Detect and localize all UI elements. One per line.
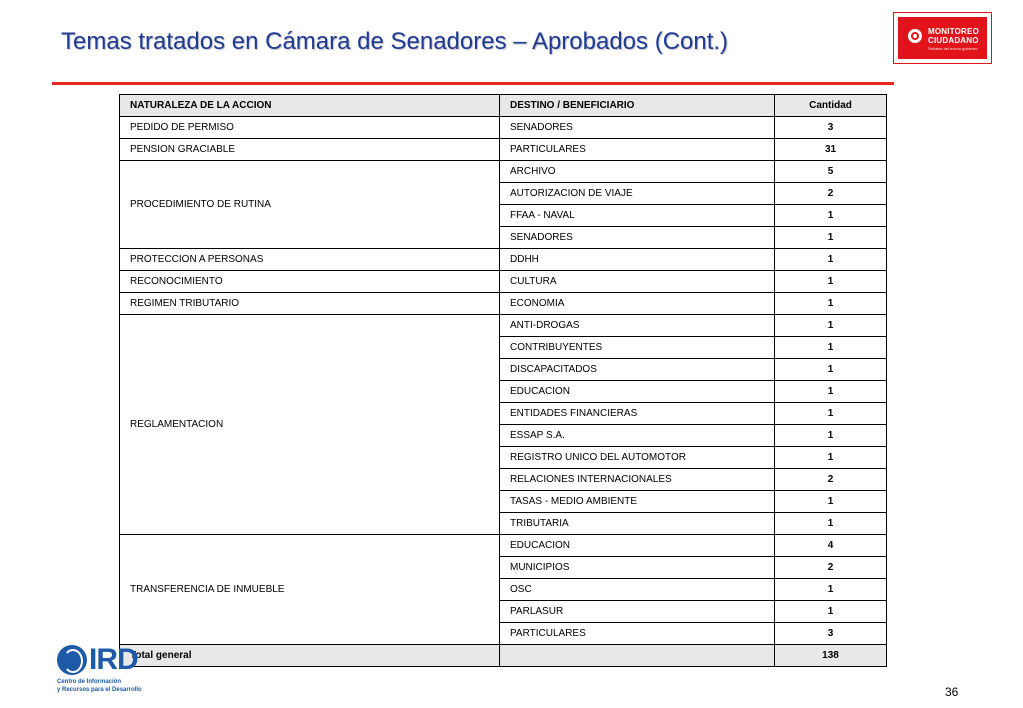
- table-row: [120, 249, 887, 271]
- logo-line-1: MONITOREO: [928, 27, 979, 36]
- cell-nature: TRANSFERENCIA DE INMUEBLE: [120, 535, 500, 645]
- cell-quantity: 1: [775, 579, 887, 601]
- total-empty-cell: [500, 645, 775, 667]
- cell-destination: REGISTRO UNICO DEL AUTOMOTOR: [500, 447, 775, 469]
- cell-destination: PARTICULARES: [500, 139, 775, 161]
- cell-destination: ECONOMIA: [500, 293, 775, 315]
- header-quantity: Cantidad: [775, 95, 887, 117]
- cell-destination: ENTIDADES FINANCIERAS: [500, 403, 775, 425]
- ird-logo-subtitle: [57, 678, 142, 694]
- table-row: [120, 161, 887, 183]
- cell-destination: PARTICULARES: [500, 623, 775, 645]
- cell-quantity: 1: [775, 271, 887, 293]
- table-row: [120, 139, 887, 161]
- cell-quantity: 1: [775, 601, 887, 623]
- total-quantity: 138: [775, 645, 887, 667]
- cell-destination: DISCAPACITADOS: [500, 359, 775, 381]
- cell-destination: CONTRIBUYENTES: [500, 337, 775, 359]
- cell-destination: CULTURA: [500, 271, 775, 293]
- cell-quantity: 3: [775, 117, 887, 139]
- cell-quantity: 2: [775, 557, 887, 579]
- cell-destination: ARCHIVO: [500, 161, 775, 183]
- slide-title: Temas tratados en Cámara de Senadores – Aprobados (Cont.): [61, 28, 729, 55]
- cell-quantity: 1: [775, 249, 887, 271]
- cell-destination: AUTORIZACION DE VIAJE: [500, 183, 775, 205]
- cell-destination: ESSAP S.A.: [500, 425, 775, 447]
- total-label: Total general: [120, 645, 500, 667]
- actions-table: [119, 94, 887, 667]
- cell-quantity: 1: [775, 513, 887, 535]
- cell-destination: FFAA - NAVAL: [500, 205, 775, 227]
- cell-nature: RECONOCIMIENTO: [120, 271, 500, 293]
- cell-destination: EDUCACION: [500, 381, 775, 403]
- cell-quantity: 1: [775, 315, 887, 337]
- cell-quantity: 1: [775, 403, 887, 425]
- globe-icon: [57, 645, 87, 675]
- cell-nature: PEDIDO DE PERMISO: [120, 117, 500, 139]
- cell-destination: TRIBUTARIA: [500, 513, 775, 535]
- header-nature: NATURALEZA DE LA ACCION: [120, 95, 500, 117]
- ird-subtitle-line-1: Centro de Información: [57, 679, 122, 685]
- cell-quantity: 5: [775, 161, 887, 183]
- cell-quantity: 31: [775, 139, 887, 161]
- cell-quantity: 4: [775, 535, 887, 557]
- title-divider: [52, 82, 894, 85]
- cell-quantity: 3: [775, 623, 887, 645]
- cell-nature: PENSION GRACIABLE: [120, 139, 500, 161]
- cell-destination: RELACIONES INTERNACIONALES: [500, 469, 775, 491]
- monitoreo-eye-icon: [908, 29, 922, 43]
- cell-destination: PARLASUR: [500, 601, 775, 623]
- page-number: 36: [945, 685, 959, 699]
- header-destination: DESTINO / BENEFICIARIO: [500, 95, 775, 117]
- cell-quantity: 1: [775, 337, 887, 359]
- table-row: [120, 535, 887, 557]
- cell-quantity: 2: [775, 183, 887, 205]
- logo-tagline: Señales del nuevo gobierno: [928, 46, 978, 51]
- table-row: [120, 315, 887, 337]
- cell-quantity: 1: [775, 205, 887, 227]
- table-body: [120, 117, 887, 667]
- cell-quantity: 1: [775, 447, 887, 469]
- cell-destination: DDHH: [500, 249, 775, 271]
- cell-destination: OSC: [500, 579, 775, 601]
- cell-quantity: 1: [775, 293, 887, 315]
- cell-quantity: 1: [775, 425, 887, 447]
- cell-destination: EDUCACION: [500, 535, 775, 557]
- ird-logo-letters: IRD: [89, 643, 138, 676]
- cell-nature: REGLAMENTACION: [120, 315, 500, 535]
- cell-destination: SENADORES: [500, 227, 775, 249]
- table-header-row: [120, 95, 887, 117]
- table-row: [120, 117, 887, 139]
- cell-destination: ANTI-DROGAS: [500, 315, 775, 337]
- cell-quantity: 1: [775, 381, 887, 403]
- cell-quantity: 1: [775, 491, 887, 513]
- cell-destination: MUNICIPIOS: [500, 557, 775, 579]
- cell-nature: PROTECCION A PERSONAS: [120, 249, 500, 271]
- cell-quantity: 1: [775, 359, 887, 381]
- cell-quantity: 2: [775, 469, 887, 491]
- cell-quantity: 1: [775, 227, 887, 249]
- table-row: [120, 293, 887, 315]
- table-row: [120, 271, 887, 293]
- cell-nature: REGIMEN TRIBUTARIO: [120, 293, 500, 315]
- cell-nature: PROCEDIMIENTO DE RUTINA: [120, 161, 500, 249]
- monitoreo-ciudadano-logo: [894, 13, 991, 63]
- cell-destination: SENADORES: [500, 117, 775, 139]
- logo-line-2: CIUDADANO: [928, 36, 979, 45]
- total-row: [120, 645, 887, 667]
- ird-logo: [57, 645, 157, 695]
- cell-destination: TASAS - MEDIO AMBIENTE: [500, 491, 775, 513]
- ird-subtitle-line-2: y Recursos para el Desarrollo: [57, 687, 142, 693]
